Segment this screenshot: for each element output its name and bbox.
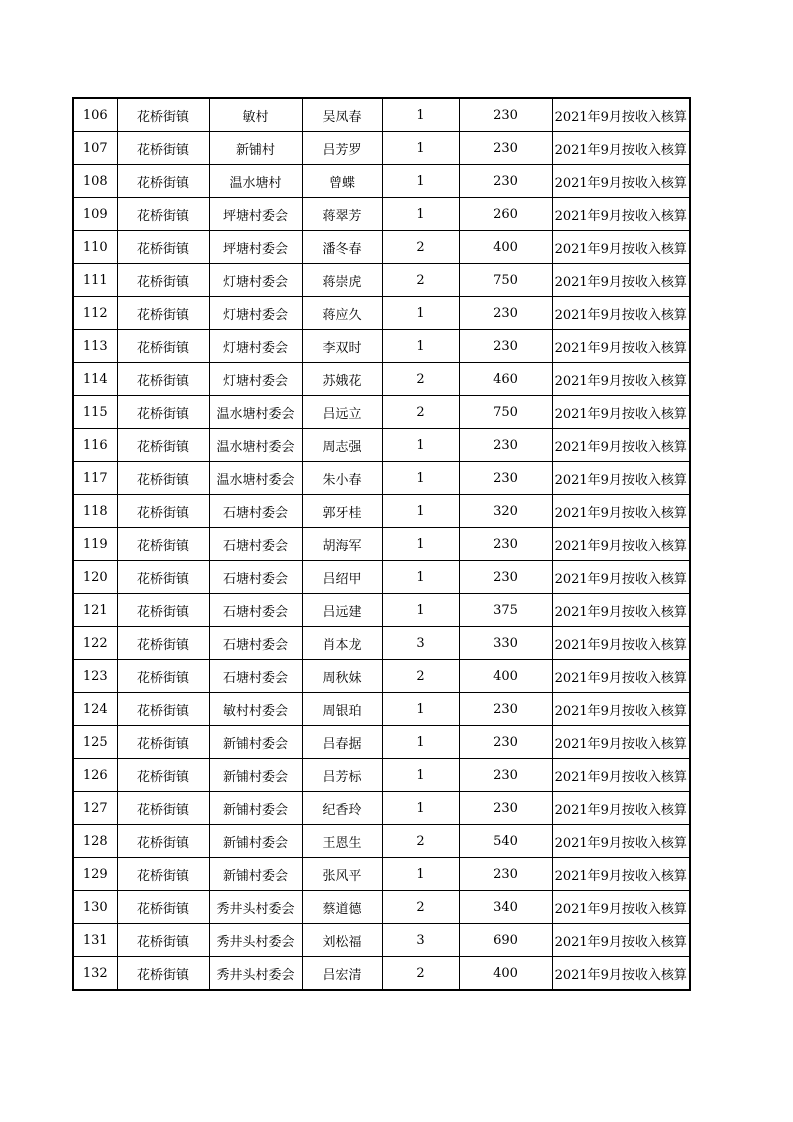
cell-town: 花桥街镇 <box>117 627 209 660</box>
cell-note: 2021年9月按收入核算 <box>552 660 690 693</box>
cell-town: 花桥街镇 <box>117 396 209 429</box>
cell-number: 113 <box>73 330 117 363</box>
cell-village: 灯塘村委会 <box>209 330 302 363</box>
cell-note: 2021年9月按收入核算 <box>552 825 690 858</box>
cell-town: 花桥街镇 <box>117 792 209 825</box>
cell-village: 新铺村委会 <box>209 726 302 759</box>
table-row <box>73 660 690 693</box>
cell-amount: 690 <box>459 924 552 957</box>
table-row <box>73 957 690 991</box>
cell-note: 2021年9月按收入核算 <box>552 495 690 528</box>
cell-name: 胡海军 <box>302 528 382 561</box>
cell-number: 122 <box>73 627 117 660</box>
cell-household-count: 2 <box>382 264 459 297</box>
cell-number: 118 <box>73 495 117 528</box>
cell-note: 2021年9月按收入核算 <box>552 561 690 594</box>
cell-name: 潘冬春 <box>302 231 382 264</box>
cell-amount: 400 <box>459 231 552 264</box>
cell-note: 2021年9月按收入核算 <box>552 858 690 891</box>
cell-town: 花桥街镇 <box>117 924 209 957</box>
cell-amount: 230 <box>459 858 552 891</box>
cell-amount: 460 <box>459 363 552 396</box>
cell-town: 花桥街镇 <box>117 462 209 495</box>
cell-town: 花桥街镇 <box>117 759 209 792</box>
cell-village: 温水塘村委会 <box>209 462 302 495</box>
cell-note: 2021年9月按收入核算 <box>552 924 690 957</box>
cell-town: 花桥街镇 <box>117 231 209 264</box>
cell-town: 花桥街镇 <box>117 561 209 594</box>
cell-amount: 260 <box>459 198 552 231</box>
cell-number: 132 <box>73 957 117 991</box>
cell-name: 苏娥花 <box>302 363 382 396</box>
cell-town: 花桥街镇 <box>117 98 209 132</box>
table-row <box>73 231 690 264</box>
cell-name: 周银珀 <box>302 693 382 726</box>
table-row <box>73 297 690 330</box>
table-row <box>73 561 690 594</box>
cell-name: 蒋翠芳 <box>302 198 382 231</box>
cell-amount: 230 <box>459 429 552 462</box>
cell-note: 2021年9月按收入核算 <box>552 627 690 660</box>
cell-town: 花桥街镇 <box>117 891 209 924</box>
cell-amount: 230 <box>459 462 552 495</box>
table-row <box>73 858 690 891</box>
table-row <box>73 198 690 231</box>
cell-household-count: 1 <box>382 594 459 627</box>
cell-note: 2021年9月按收入核算 <box>552 528 690 561</box>
table-row <box>73 264 690 297</box>
cell-town: 花桥街镇 <box>117 330 209 363</box>
table-row <box>73 594 690 627</box>
cell-name: 王恩生 <box>302 825 382 858</box>
cell-amount: 230 <box>459 759 552 792</box>
cell-name: 吕远建 <box>302 594 382 627</box>
cell-village: 石塘村委会 <box>209 594 302 627</box>
cell-name: 肖本龙 <box>302 627 382 660</box>
cell-note: 2021年9月按收入核算 <box>552 462 690 495</box>
cell-number: 106 <box>73 98 117 132</box>
cell-number: 109 <box>73 198 117 231</box>
cell-note: 2021年9月按收入核算 <box>552 759 690 792</box>
cell-town: 花桥街镇 <box>117 528 209 561</box>
cell-town: 花桥街镇 <box>117 660 209 693</box>
cell-amount: 330 <box>459 627 552 660</box>
cell-village: 秀井头村委会 <box>209 891 302 924</box>
cell-household-count: 1 <box>382 98 459 132</box>
cell-household-count: 1 <box>382 429 459 462</box>
cell-village: 石塘村委会 <box>209 495 302 528</box>
cell-note: 2021年9月按收入核算 <box>552 297 690 330</box>
cell-number: 119 <box>73 528 117 561</box>
cell-note: 2021年9月按收入核算 <box>552 330 690 363</box>
cell-name: 蒋应久 <box>302 297 382 330</box>
cell-name: 张风平 <box>302 858 382 891</box>
cell-note: 2021年9月按收入核算 <box>552 792 690 825</box>
cell-note: 2021年9月按收入核算 <box>552 132 690 165</box>
cell-village: 灯塘村委会 <box>209 297 302 330</box>
cell-household-count: 1 <box>382 792 459 825</box>
cell-town: 花桥街镇 <box>117 957 209 991</box>
table-body <box>73 98 690 990</box>
cell-village: 灯塘村委会 <box>209 264 302 297</box>
cell-note: 2021年9月按收入核算 <box>552 264 690 297</box>
cell-town: 花桥街镇 <box>117 297 209 330</box>
cell-amount: 230 <box>459 561 552 594</box>
cell-household-count: 2 <box>382 660 459 693</box>
cell-village: 新铺村委会 <box>209 858 302 891</box>
cell-number: 130 <box>73 891 117 924</box>
cell-household-count: 2 <box>382 957 459 991</box>
cell-name: 吕芳罗 <box>302 132 382 165</box>
cell-number: 127 <box>73 792 117 825</box>
cell-household-count: 1 <box>382 759 459 792</box>
cell-household-count: 1 <box>382 132 459 165</box>
cell-number: 117 <box>73 462 117 495</box>
cell-number: 126 <box>73 759 117 792</box>
cell-number: 128 <box>73 825 117 858</box>
table-row <box>73 98 690 132</box>
cell-number: 112 <box>73 297 117 330</box>
cell-household-count: 1 <box>382 726 459 759</box>
cell-number: 125 <box>73 726 117 759</box>
cell-note: 2021年9月按收入核算 <box>552 594 690 627</box>
table-row <box>73 462 690 495</box>
cell-village: 温水塘村委会 <box>209 396 302 429</box>
cell-village: 坪塘村委会 <box>209 198 302 231</box>
cell-village: 石塘村委会 <box>209 627 302 660</box>
cell-amount: 375 <box>459 594 552 627</box>
cell-name: 李双时 <box>302 330 382 363</box>
cell-household-count: 2 <box>382 363 459 396</box>
cell-household-count: 1 <box>382 495 459 528</box>
table-row <box>73 825 690 858</box>
cell-town: 花桥街镇 <box>117 825 209 858</box>
cell-number: 111 <box>73 264 117 297</box>
cell-amount: 400 <box>459 660 552 693</box>
table-row <box>73 693 690 726</box>
table-row <box>73 132 690 165</box>
cell-village: 新铺村委会 <box>209 759 302 792</box>
cell-village: 新铺村 <box>209 132 302 165</box>
cell-note: 2021年9月按收入核算 <box>552 429 690 462</box>
cell-name: 纪香玲 <box>302 792 382 825</box>
cell-town: 花桥街镇 <box>117 264 209 297</box>
table-row <box>73 363 690 396</box>
cell-name: 吴凤春 <box>302 98 382 132</box>
cell-household-count: 1 <box>382 330 459 363</box>
cell-number: 123 <box>73 660 117 693</box>
cell-name: 周志强 <box>302 429 382 462</box>
cell-village: 温水塘村委会 <box>209 429 302 462</box>
cell-number: 107 <box>73 132 117 165</box>
table-row <box>73 396 690 429</box>
cell-note: 2021年9月按收入核算 <box>552 726 690 759</box>
cell-village: 敏村村委会 <box>209 693 302 726</box>
cell-household-count: 3 <box>382 627 459 660</box>
cell-name: 周秋妹 <box>302 660 382 693</box>
cell-town: 花桥街镇 <box>117 198 209 231</box>
cell-note: 2021年9月按收入核算 <box>552 957 690 991</box>
cell-number: 108 <box>73 165 117 198</box>
cell-household-count: 1 <box>382 297 459 330</box>
table-row <box>73 495 690 528</box>
cell-town: 花桥街镇 <box>117 132 209 165</box>
cell-note: 2021年9月按收入核算 <box>552 693 690 726</box>
cell-household-count: 1 <box>382 165 459 198</box>
cell-amount: 340 <box>459 891 552 924</box>
cell-note: 2021年9月按收入核算 <box>552 396 690 429</box>
cell-amount: 750 <box>459 264 552 297</box>
cell-town: 花桥街镇 <box>117 726 209 759</box>
cell-amount: 320 <box>459 495 552 528</box>
cell-amount: 230 <box>459 792 552 825</box>
cell-note: 2021年9月按收入核算 <box>552 98 690 132</box>
cell-name: 刘松福 <box>302 924 382 957</box>
table-row <box>73 924 690 957</box>
table-row <box>73 891 690 924</box>
cell-name: 吕春据 <box>302 726 382 759</box>
cell-name: 吕远立 <box>302 396 382 429</box>
cell-village: 新铺村委会 <box>209 825 302 858</box>
cell-amount: 230 <box>459 528 552 561</box>
cell-town: 花桥街镇 <box>117 363 209 396</box>
cell-name: 郭牙桂 <box>302 495 382 528</box>
cell-village: 灯塘村委会 <box>209 363 302 396</box>
cell-number: 110 <box>73 231 117 264</box>
cell-household-count: 1 <box>382 198 459 231</box>
table-row <box>73 429 690 462</box>
cell-village: 石塘村委会 <box>209 528 302 561</box>
cell-amount: 230 <box>459 726 552 759</box>
cell-amount: 230 <box>459 297 552 330</box>
cell-town: 花桥街镇 <box>117 858 209 891</box>
cell-village: 坪塘村委会 <box>209 231 302 264</box>
cell-amount: 230 <box>459 132 552 165</box>
data-table <box>72 97 691 991</box>
cell-household-count: 2 <box>382 231 459 264</box>
cell-number: 120 <box>73 561 117 594</box>
table-row <box>73 528 690 561</box>
cell-village: 石塘村委会 <box>209 561 302 594</box>
cell-household-count: 2 <box>382 825 459 858</box>
cell-name: 吕芳标 <box>302 759 382 792</box>
cell-town: 花桥街镇 <box>117 693 209 726</box>
cell-note: 2021年9月按收入核算 <box>552 231 690 264</box>
cell-amount: 230 <box>459 693 552 726</box>
cell-household-count: 2 <box>382 396 459 429</box>
cell-name: 朱小春 <box>302 462 382 495</box>
cell-village: 新铺村委会 <box>209 792 302 825</box>
cell-household-count: 1 <box>382 528 459 561</box>
cell-village: 石塘村委会 <box>209 660 302 693</box>
cell-name: 蔡道德 <box>302 891 382 924</box>
cell-village: 敏村 <box>209 98 302 132</box>
cell-amount: 400 <box>459 957 552 991</box>
cell-amount: 230 <box>459 98 552 132</box>
table-row <box>73 165 690 198</box>
cell-town: 花桥街镇 <box>117 429 209 462</box>
cell-household-count: 3 <box>382 924 459 957</box>
cell-town: 花桥街镇 <box>117 165 209 198</box>
table-row <box>73 759 690 792</box>
cell-name: 吕绍甲 <box>302 561 382 594</box>
cell-number: 116 <box>73 429 117 462</box>
cell-name: 吕宏清 <box>302 957 382 991</box>
cell-town: 花桥街镇 <box>117 594 209 627</box>
table-row <box>73 792 690 825</box>
cell-number: 131 <box>73 924 117 957</box>
cell-name: 曾蝶 <box>302 165 382 198</box>
cell-number: 121 <box>73 594 117 627</box>
cell-household-count: 1 <box>382 561 459 594</box>
cell-number: 129 <box>73 858 117 891</box>
cell-town: 花桥街镇 <box>117 495 209 528</box>
cell-note: 2021年9月按收入核算 <box>552 165 690 198</box>
cell-number: 114 <box>73 363 117 396</box>
cell-household-count: 2 <box>382 891 459 924</box>
cell-name: 蒋崇虎 <box>302 264 382 297</box>
table-row <box>73 330 690 363</box>
table-row <box>73 627 690 660</box>
cell-number: 115 <box>73 396 117 429</box>
cell-household-count: 1 <box>382 858 459 891</box>
cell-household-count: 1 <box>382 462 459 495</box>
cell-note: 2021年9月按收入核算 <box>552 363 690 396</box>
cell-village: 温水塘村 <box>209 165 302 198</box>
table-row <box>73 726 690 759</box>
cell-household-count: 1 <box>382 693 459 726</box>
cell-amount: 230 <box>459 165 552 198</box>
cell-village: 秀井头村委会 <box>209 957 302 991</box>
cell-amount: 230 <box>459 330 552 363</box>
cell-note: 2021年9月按收入核算 <box>552 891 690 924</box>
cell-amount: 540 <box>459 825 552 858</box>
cell-note: 2021年9月按收入核算 <box>552 198 690 231</box>
cell-amount: 750 <box>459 396 552 429</box>
cell-number: 124 <box>73 693 117 726</box>
cell-village: 秀井头村委会 <box>209 924 302 957</box>
